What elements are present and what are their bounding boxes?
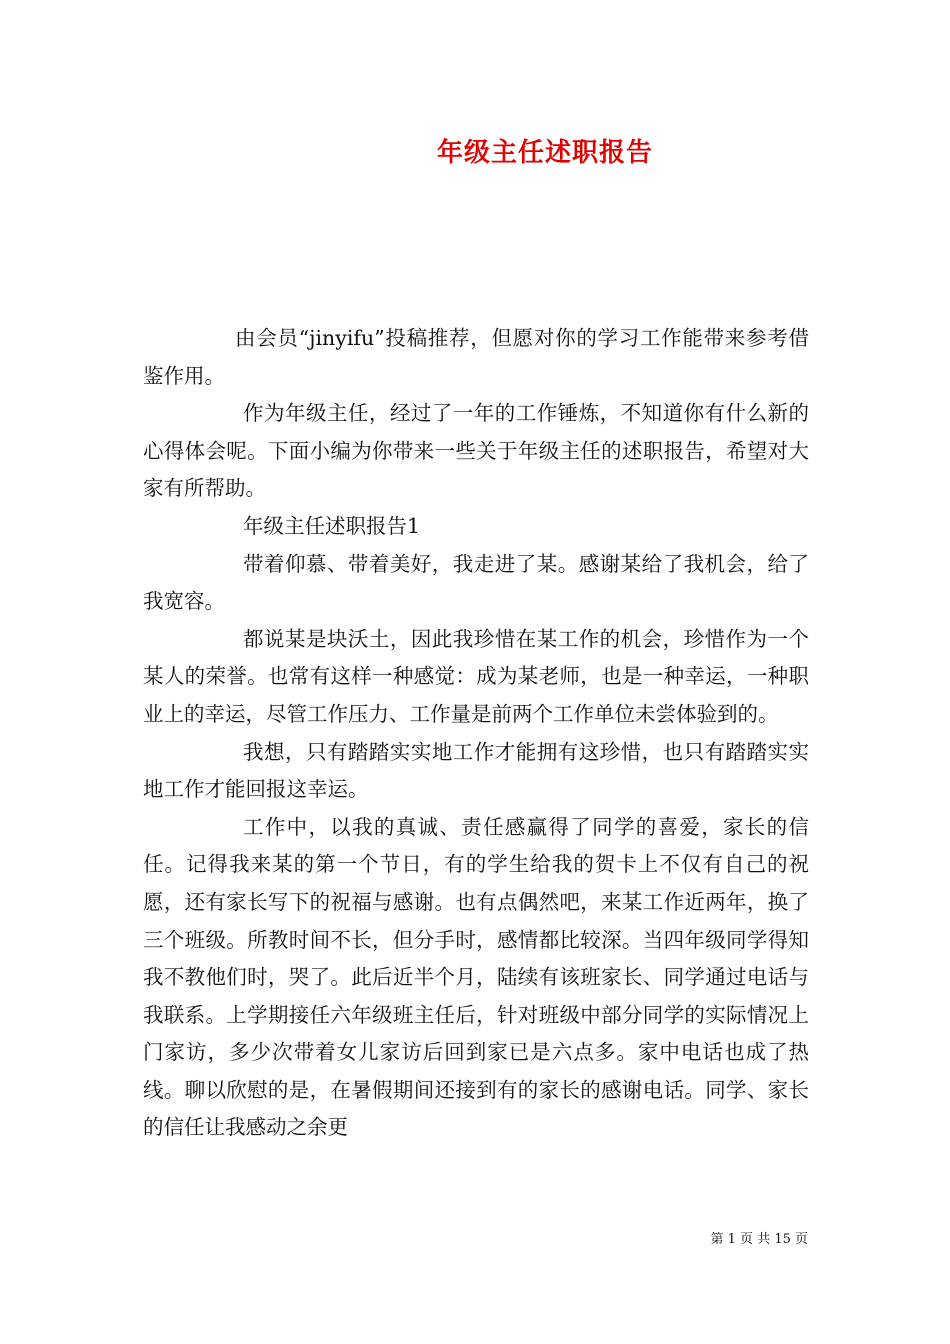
paragraph: 工作中，以我的真诚、责任感赢得了同学的喜爱，家长的信任。记得我来某的第一个节日，有的学生给我的贺卡上不仅有自己的祝愿，还有家长写下的祝福与感谢。也有点偶然吧，来某工作近两年，换了三个班级。所教时间不长，但分手时，感情都比较深。当四年级同学得知我不教他们时，哭了。此后近半个月，陆续有该班家长、同学通过电话与我联系。上学期接任六年级班主任后，针对班级中部分同学的实际情况上门家访，多少次带着女儿家访后回到家已是六点多。家中电话也成了热线。聊以欣慰的是，在暑假期间还接到有的家长的感谢电话。同学、家长的信任让我感动之余更 bbox=[143, 814, 809, 1140]
section-heading: 年级主任述职报告1 bbox=[243, 513, 421, 538]
document-body bbox=[143, 320, 809, 1147]
paragraph: 带着仰慕、带着美好，我走进了某。感谢某给了我机会，给了我宽容。 bbox=[143, 551, 809, 614]
document-title: 年级主任述职报告 bbox=[436, 138, 653, 168]
paragraph: 作为年级主任，经过了一年的工作锤炼，不知道你有什么新的心得体会呢。下面小编为你带来一些关于年级主任的述职报告，希望对大家有所帮助。 bbox=[143, 401, 809, 501]
page-footer: 第 1 页 共 15 页 bbox=[710, 1232, 808, 1247]
paragraph: 我想，只有踏踏实实地工作才能拥有这珍惜，也只有踏踏实实地工作才能回报这幸运。 bbox=[143, 739, 809, 802]
intro-paragraph: 由会员“jinyifu”投稿推荐，但愿对你的学习工作能带来参考借鉴作用。 bbox=[143, 326, 809, 388]
paragraph: 都说某是块沃土，因此我珍惜在某工作的机会，珍惜作为一个某人的荣誉。也常有这样一种感觉：成为某老师，也是一种幸运，一种职业上的幸运，尽管工作压力、工作量是前两个工作单位未尝体验到的。 bbox=[143, 626, 809, 726]
